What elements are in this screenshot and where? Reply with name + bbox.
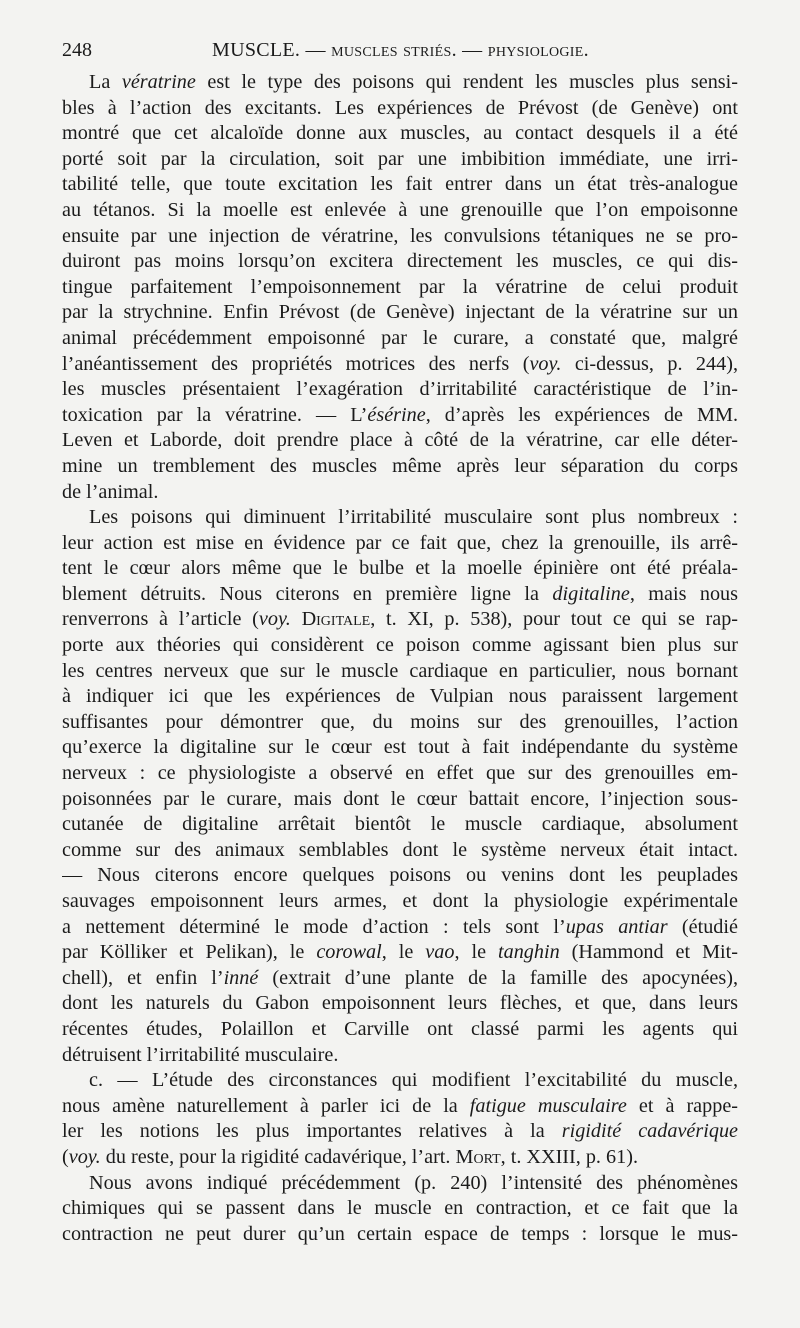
text-line: par Kölliker et Pelikan), le corowal, le vao, le tanghin (Hammond et Mit- bbox=[62, 941, 738, 964]
text-line: duiront pas moins lorsqu’on excitera directement les muscles, ce qui dis- bbox=[62, 250, 738, 273]
text-line: ensuite par une injection de vératrine, les convulsions tétaniques ne se pro- bbox=[62, 224, 738, 247]
text-line: sauvages empoisonnent leurs armes, et dont la physiologie expérimentale bbox=[62, 890, 738, 912]
text-line: ler les notions les plus importantes relatives à la rigidité cadavérique bbox=[62, 1120, 738, 1143]
text-line: au tétanos. Si la moelle est enlevée à une grenouille que l’on empoisonne bbox=[62, 198, 738, 221]
text-line: (voy. du reste, pour la rigidité cadavérique, l’art. Mort, t. XXIII, p. 61). bbox=[62, 1145, 638, 1168]
text-line: Leven et Laborde, doit prendre place à côté de la vératrine, car elle déter- bbox=[62, 429, 738, 452]
text-line: bles à l’action des excitants. Les expériences de Prévost (de Genève) ont bbox=[62, 96, 738, 119]
text-line: nous amène naturellement à parler ici de la fatigue musculaire et à rappe- bbox=[62, 1094, 738, 1117]
text-line: tingue parfaitement l’empoisonnement par la vératrine de celui produit bbox=[62, 275, 738, 298]
body-text bbox=[62, 70, 738, 1247]
text-line: blement détruits. Nous citerons en première ligne la digitaline, mais nous bbox=[62, 582, 738, 605]
text-line: Les poisons qui diminuent l’irritabilité musculaire sont plus nombreux : bbox=[89, 506, 738, 529]
text-line: poisonnées par le curare, mais dont le cœur battait encore, l’injection sous- bbox=[62, 787, 738, 810]
text-line: contraction ne peut durer qu’un certain espace de temps : lorsque le mus- bbox=[62, 1222, 738, 1245]
text-line: porté soit par la circulation, soit par une imbibition immédiate, une irri- bbox=[62, 147, 738, 170]
text-line: de l’animal. bbox=[62, 480, 159, 503]
text-line: mine un tremblement des muscles même après leur séparation du corps bbox=[62, 454, 738, 477]
text-line: les muscles présentaient l’exagération d’irritabilité caractéristique de l’in- bbox=[62, 378, 738, 401]
text-line: c. — L’étude des circonstances qui modifient l’excitabilité du muscle, bbox=[89, 1069, 738, 1092]
page-number: 248 bbox=[62, 39, 92, 61]
text-line: suffisantes pour démontrer que, du moins sur des grenouilles, l’action bbox=[62, 710, 738, 733]
text-line: l’anéantissement des propriétés motrices des nerfs (voy. ci-dessus, p. 244), bbox=[62, 352, 738, 375]
text-line: renverrons à l’article (voy. Digitale, t. XI, p. 538), pour tout ce qui se rap- bbox=[62, 608, 738, 631]
text-line: porte aux théories qui considèrent ce poison comme agissant bien plus sur bbox=[62, 634, 738, 657]
text-line: leur action est mise en évidence par ce fait que, chez la grenouille, ils arrê- bbox=[62, 531, 738, 554]
text-line: — Nous citerons encore quelques poisons ou venins dont les peuplades bbox=[62, 864, 738, 887]
text-line: montré que cet alcaloïde donne aux muscles, au contact desquels il a été bbox=[62, 122, 738, 145]
text-line: toxication par la vératrine. — L’ésérine, d’après les expériences de MM. bbox=[62, 403, 738, 426]
text-line: nerveux : ce physiologiste a observé en effet que sur des grenouilles em- bbox=[62, 762, 738, 785]
text-line: par la strychnine. Enfin Prévost (de Genève) injectant de la vératrine sur un bbox=[62, 301, 738, 324]
text-line: dont les naturels du Gabon empoisonnent leurs flèches, et que, dans leurs bbox=[62, 992, 738, 1015]
text-line: chell), et enfin l’inné (extrait d’une plante de la famille des apocynées), bbox=[62, 966, 738, 989]
text-line: Nous avons indiqué précédemment (p. 240) l’intensité des phénomènes bbox=[89, 1171, 738, 1194]
text-line: a nettement déterminé le mode d’action : tels sont l’upas antiar (étudié bbox=[62, 915, 738, 938]
text-line: récentes études, Polaillon et Carville ont classé parmi les agents qui bbox=[62, 1017, 738, 1040]
text-line: La vératrine est le type des poisons qui rendent les muscles plus sensi- bbox=[89, 71, 738, 93]
text-line: tent le cœur alors même que le bulbe et la moelle épinière ont été préala- bbox=[62, 557, 738, 580]
text-line: les centres nerveux que sur le muscle cardiaque en particulier, nous bornant bbox=[62, 659, 738, 682]
text-line: tabilité telle, que toute excitation les fait entrer dans un état très-analogue bbox=[62, 173, 738, 196]
text-line: cutanée de digitaline arrêtait bientôt le muscle cardiaque, absolument bbox=[62, 813, 738, 836]
text-line: animal précédemment empoisonné par le curare, a constaté que, malgré bbox=[62, 326, 738, 349]
text-line: chimiques qui se passent dans le muscle en contraction, et ce fait que la bbox=[62, 1197, 738, 1220]
text-line: détruisent l’irritabilité musculaire. bbox=[62, 1043, 339, 1066]
text-line: qu’exerce la digitaline sur le cœur est tout à fait indépendante du système bbox=[62, 736, 738, 759]
running-title: MUSCLE. — muscles striés. — physiologie. bbox=[212, 39, 589, 61]
text-line: à indiquer ici que les expériences de Vulpian nous paraissent largement bbox=[62, 685, 738, 708]
text-line: comme sur des animaux semblables dont le système nerveux était intact. bbox=[62, 838, 738, 861]
